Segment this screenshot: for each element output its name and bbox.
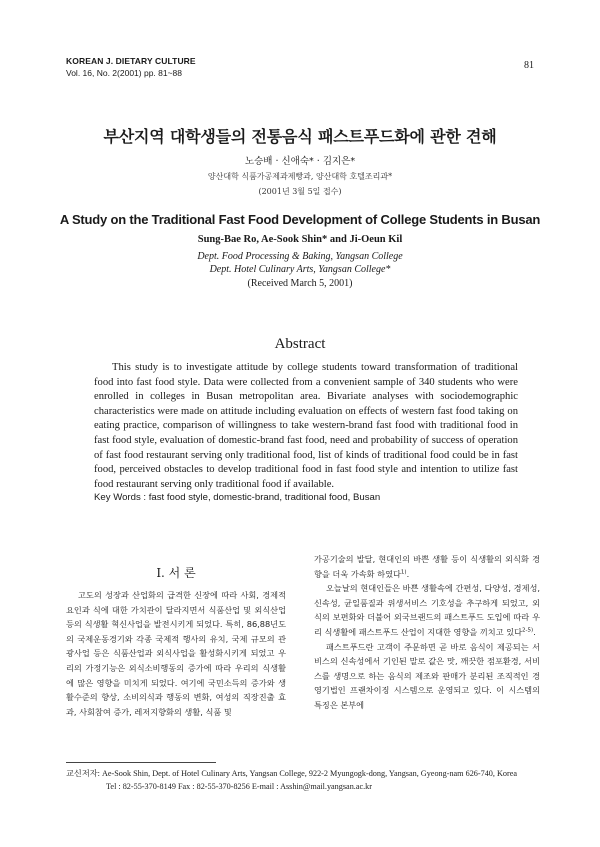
right-column: [314, 552, 540, 713]
page-number: 81: [524, 60, 534, 71]
keywords: [94, 492, 534, 503]
journal-volume: Vol. 16, No. 2(2001) pp. 81~88: [66, 68, 183, 78]
keywords-label: Key Words: [94, 492, 141, 503]
korean-received-date: (2001년 3월 5일 접수): [258, 187, 342, 196]
abstract-heading: Abstract: [274, 336, 326, 352]
footnote-line-1: 교신저자: Ae-Sook Shin, Dept. of Hotel Culinary Arts, Yangsan College, 922-2 Myungogk-dong, Yangsan, Gyeong-nam 626-740, Korea: [66, 769, 517, 778]
keywords-list: : fast food style, domestic-brand, traditional food, Busan: [140, 492, 381, 503]
intro-paragraph-3: [314, 581, 540, 639]
citation-ref: 2-5): [522, 627, 534, 634]
paragraph-end: .: [533, 626, 536, 637]
citation-ref: 1): [400, 568, 407, 575]
correspondence-footnote: [66, 768, 546, 793]
paragraph-end: .: [406, 568, 410, 579]
korean-affiliation: 양산대학 식품가공제과제빵과, 양산대학 호텔조리과*: [207, 172, 393, 181]
intro-paragraph-2: [314, 552, 540, 581]
english-received-date: (Received March 5, 2001): [247, 278, 353, 289]
paragraph-text: 오늘날의 현대인들은 바쁜 생활속에 간편성, 다양성, 경제성, 신속성, 균일품질과 위생서비스 기호성을 추구하게 되었고, 외식의 보편화와 더불어 외국브랜드의 패스트푸드 도입에 따라 우리 식생활에 패스트푸드 산업이 지대한 영향을 끼치고 있다: [314, 583, 540, 637]
korean-authors: 노승배 · 신애숙* · 김지은*: [244, 156, 356, 167]
footnote-divider: [66, 762, 216, 763]
korean-title: 부산지역 대학생들의 전통음식 패스트푸드화에 관한 견해: [103, 127, 497, 146]
section-heading: I. 서 론: [156, 566, 196, 580]
english-title: A Study on the Traditional Fast Food Development of College Students in Busan: [59, 212, 541, 227]
abstract-body: This study is to investigate attitude by college students toward transformation of traditional food into fast food style. Data were collected from a convenient sample of 340 students who were enrolled in colleges in Busan metropolitan area. Bivariate analyses with sociodemographic characteristics were made on attitude including evaluation on effects of western fast food taking on eating practice, comparison of willingness to take western-brand fast food with traditional food in fast food style, evaluation of domestic-brand fast food, need and probability of success of operation of fast food restaurant serving only traditional food, list of kinds of traditional food could be in fast food, perceived obstacles to develop traditional food in fast food style and intention to utilize fast food restaurant serving only traditional food if available.: [94, 362, 518, 490]
left-column: [66, 588, 286, 719]
intro-paragraph-4: 패스트푸드란 고객이 주문하면 곧 바로 음식이 제공되는 서비스의 신속성에서 기인된 말로 값은 맛, 깨끗한 점포환경, 서비스를 생명으로 하는 음식의 제조와 판매가 분리된 조직적인 경영기법인 프랜차이징 시스템으로 운영되고 있다. 이 시스템의 특징은 본부에: [314, 641, 540, 710]
intro-paragraph-1: 고도의 성장과 산업화의 급격한 신장에 따라 사회, 경제적 요인과 식에 대한 가치관이 달라지면서 식품산업 및 외식산업 등의 식생활 혁신사업을 발전시키게 되었다. 특히, 86,88년도의 국제운동경기와 각종 국제적 행사의 유치, 국제 규모의 관광사업 등은 식품산업과 외식사업을 활성화시키게 되었고 우리의 가정기능은 외식소비행동의 증가에 따라 우리의 식생활에 많은 영향을 미치게 되었다. 여기에 국민소득의 증가와 생활수준의 향상, 소비의식과 행동의 변화, 여성의 직장진출 효과, 사회참여 증가, 레저지향화의 생활, 식품 및: [66, 590, 286, 717]
english-affiliation-2: Dept. Hotel Culinary Arts, Yangsan College*: [209, 264, 391, 275]
footnote-line-2: Tel : 82-55-370-8149 Fax : 82-55-370-8256 E-mail : Asshin@mail.yangsan.ac.kr: [106, 781, 372, 791]
english-authors: Sung-Bae Ro, Ae-Sook Shin* and Ji-Oeun Kil: [197, 234, 403, 245]
journal-name: KOREAN J. DIETARY CULTURE: [66, 56, 196, 66]
paragraph-text: 가공기술의 발달, 현대인의 바쁜 생활 등이 식생활의 외식화 경향을 더욱 가속화 하였다: [314, 554, 540, 579]
english-affiliation-1: Dept. Food Processing & Baking, Yangsan College: [197, 251, 403, 262]
